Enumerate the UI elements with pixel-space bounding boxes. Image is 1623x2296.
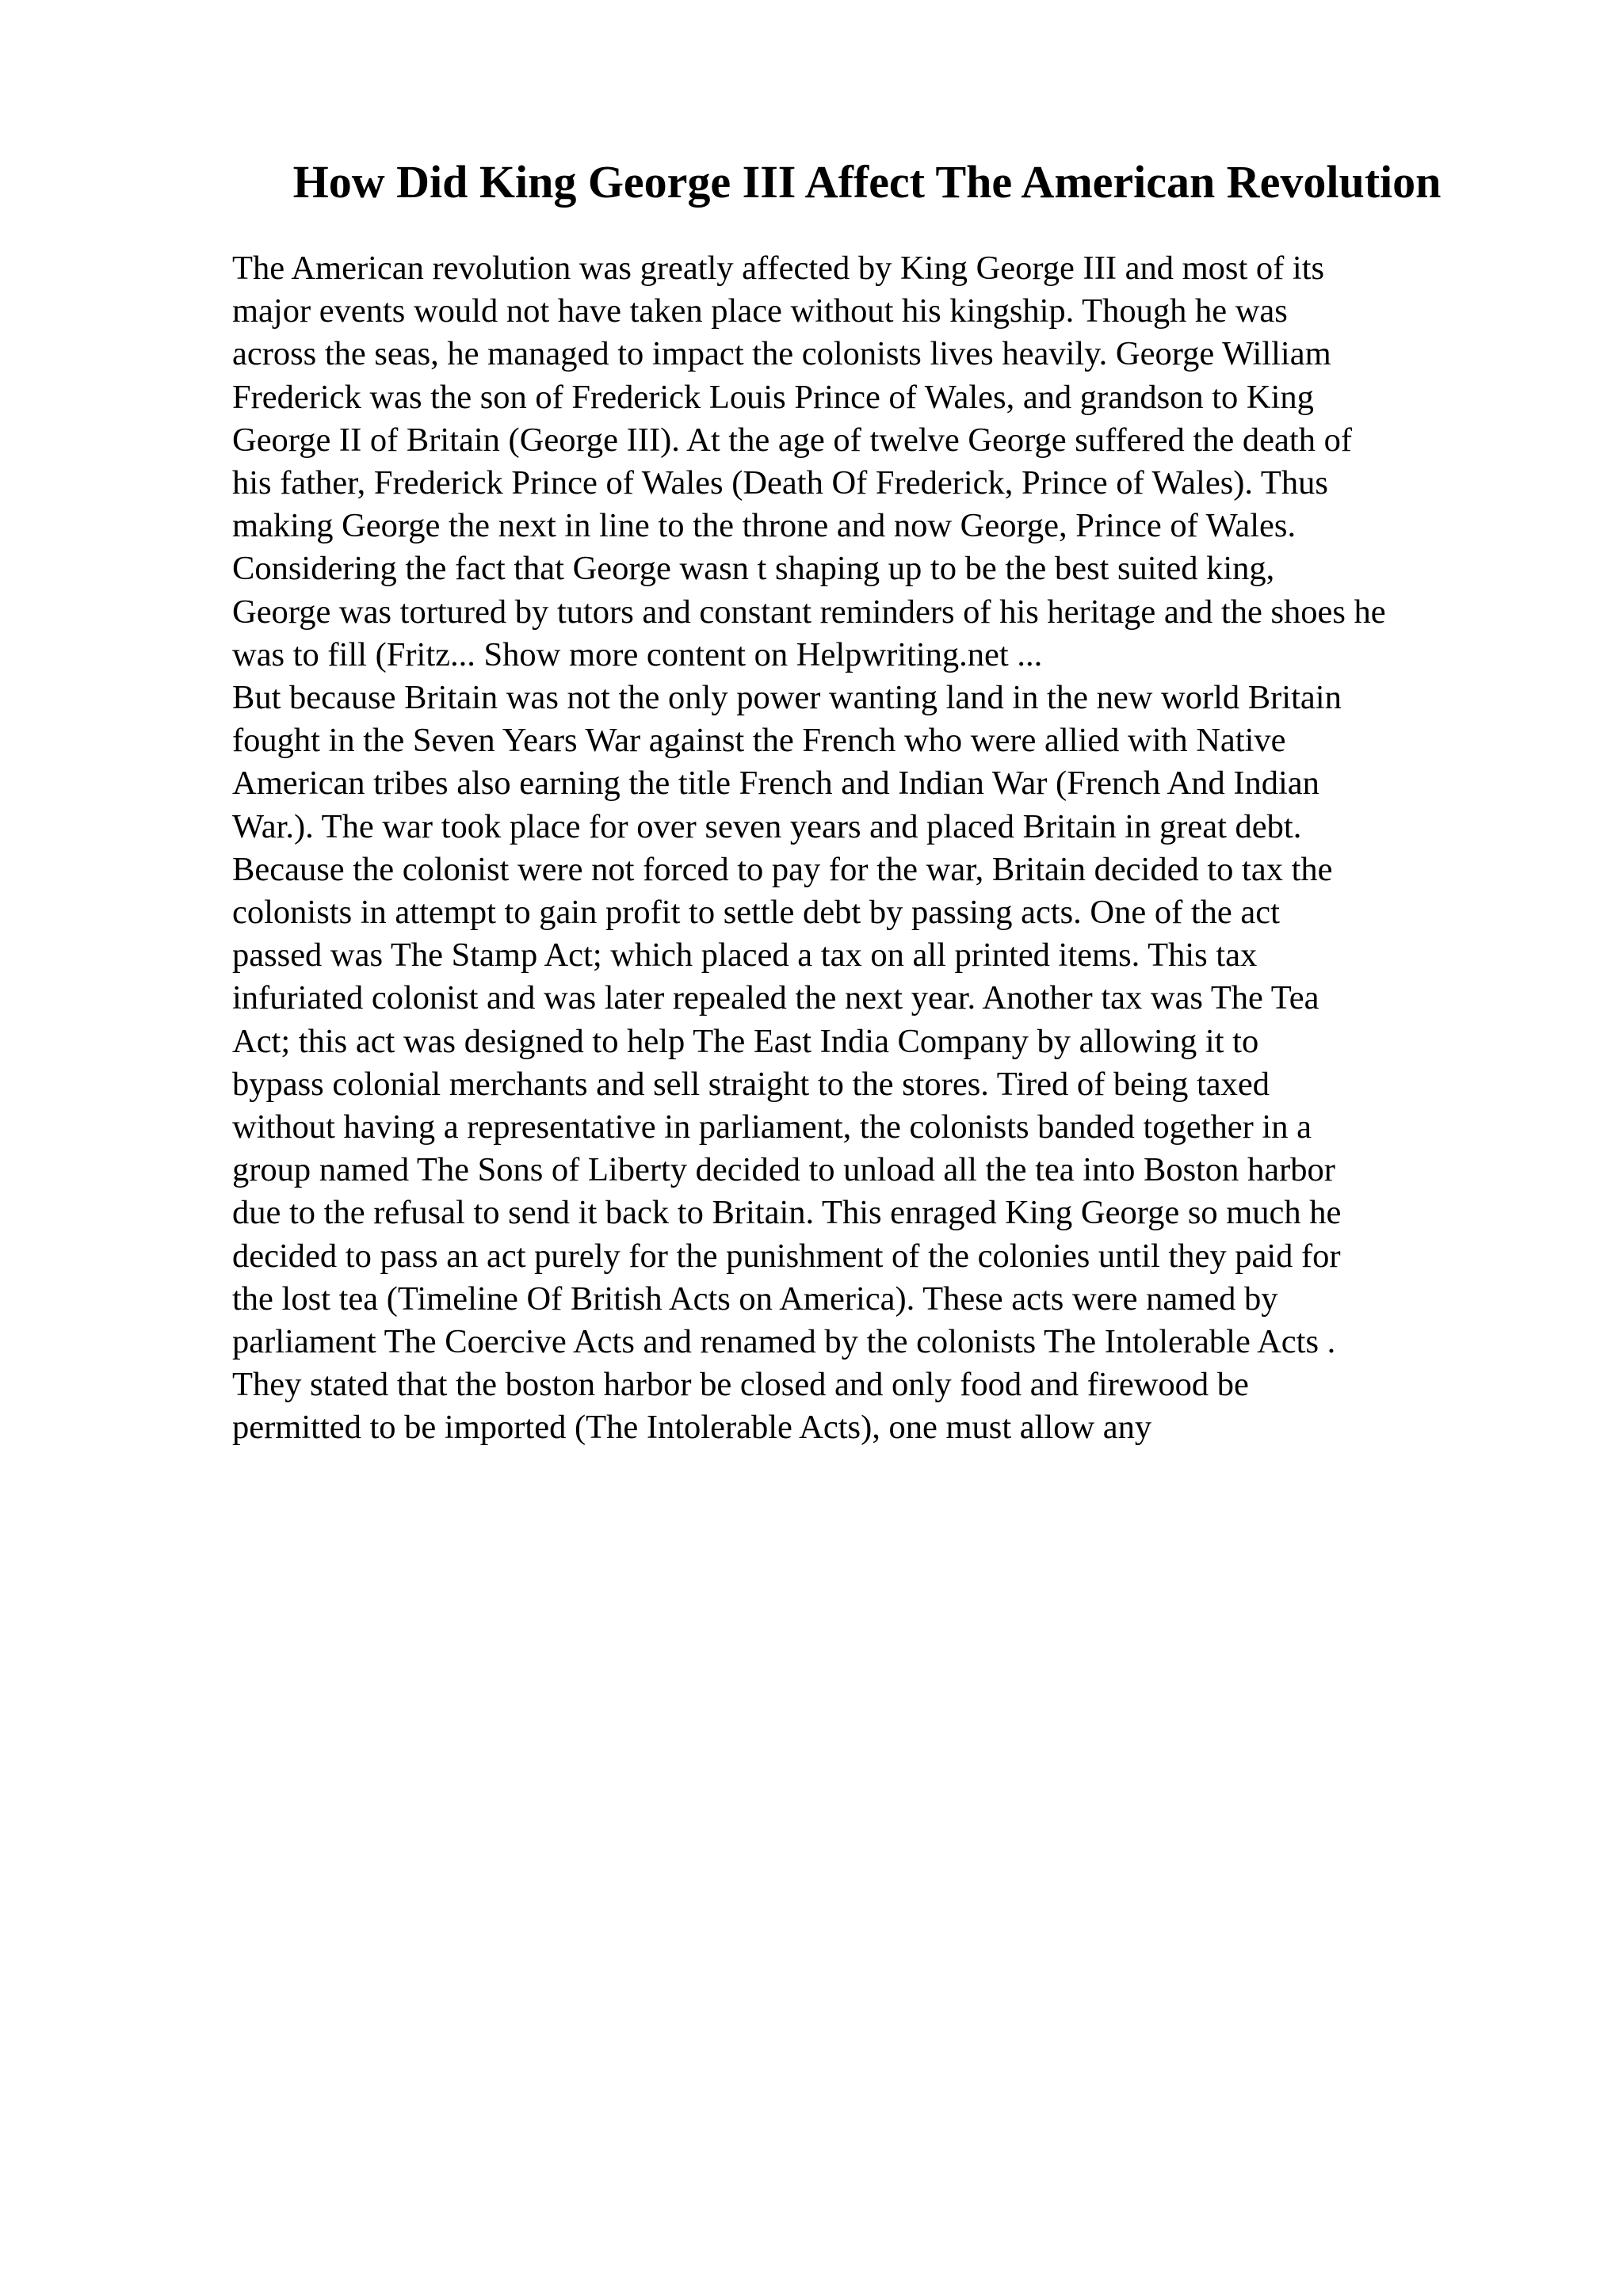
body-line: Because the colonist were not forced to pay for the war, Britain decided to tax the [232,850,1333,888]
body-line: George II of Britain (George III). At the age of twelve George suffered the death of [232,421,1352,459]
body-line: colonists in attempt to gain profit to settle debt by passing acts. One of the act [232,894,1280,932]
body-line: fought in the Seven Years War against the French who were allied with Native [232,722,1286,760]
body-line: bypass colonial merchants and sell straight to the stores. Tired of being taxed [232,1065,1270,1103]
body-line: Frederick was the son of Frederick Louis Prince of Wales, and grandson to King [232,378,1314,416]
body-line: the lost tea (Timeline Of British Acts on America). These acts were named by [232,1280,1278,1318]
body-line: American tribes also earning the title French and Indian War (French And Indian [232,765,1319,803]
body-line: his father, Frederick Prince of Wales (Death Of Frederick, Prince of Wales). Thus [232,464,1328,502]
body-line: The American revolution was greatly affected by King George III and most of its [232,250,1325,287]
body-line: permitted to be imported (The Intolerable Acts), one must allow any [232,1409,1152,1447]
body-line: George was tortured by tutors and constant reminders of his heritage and the shoes he [232,593,1386,631]
body-line: without having a representative in parliament, the colonists banded together in a [232,1108,1312,1146]
body-line: making George the next in line to the throne and now George, Prince of Wales. [232,507,1296,545]
body-line: infuriated colonist and was later repealed the next year. Another tax was The Tea [232,979,1319,1017]
body-line: group named The Sons of Liberty decided to unload all the tea into Boston harbor [232,1151,1335,1189]
body-line: parliament The Coercive Acts and renamed by the colonists The Intolerable Acts . [232,1323,1336,1361]
body-line: was to fill (Fritz... Show more content on Helpwriting.net ... [232,635,1043,673]
body-line: Considering the fact that George wasn t shaping up to be the best suited king, [232,550,1275,588]
body-line: due to the refusal to send it back to Britain. This enraged King George so much he [232,1194,1342,1232]
body-line: They stated that the boston harbor be closed and only food and firewood be [232,1366,1249,1404]
document-title: How Did King George III Affect The American Revolution [292,156,1442,208]
body-line: But because Britain was not the only power wanting land in the new world Britain [232,679,1342,717]
document-body [232,247,1516,1450]
body-line: major events would not have taken place without his kingship. Though he was [232,292,1288,330]
body-line: across the seas, he managed to impact the colonists lives heavily. George William [232,335,1331,373]
body-line: passed was The Stamp Act; which placed a tax on all printed items. This tax [232,936,1258,974]
body-line: Act; this act was designed to help The East India Company by allowing it to [232,1022,1259,1060]
body-line: War.). The war took place for over seven years and placed Britain in great debt. [232,807,1302,845]
body-line: decided to pass an act purely for the punishment of the colonies until they paid for [232,1237,1341,1275]
